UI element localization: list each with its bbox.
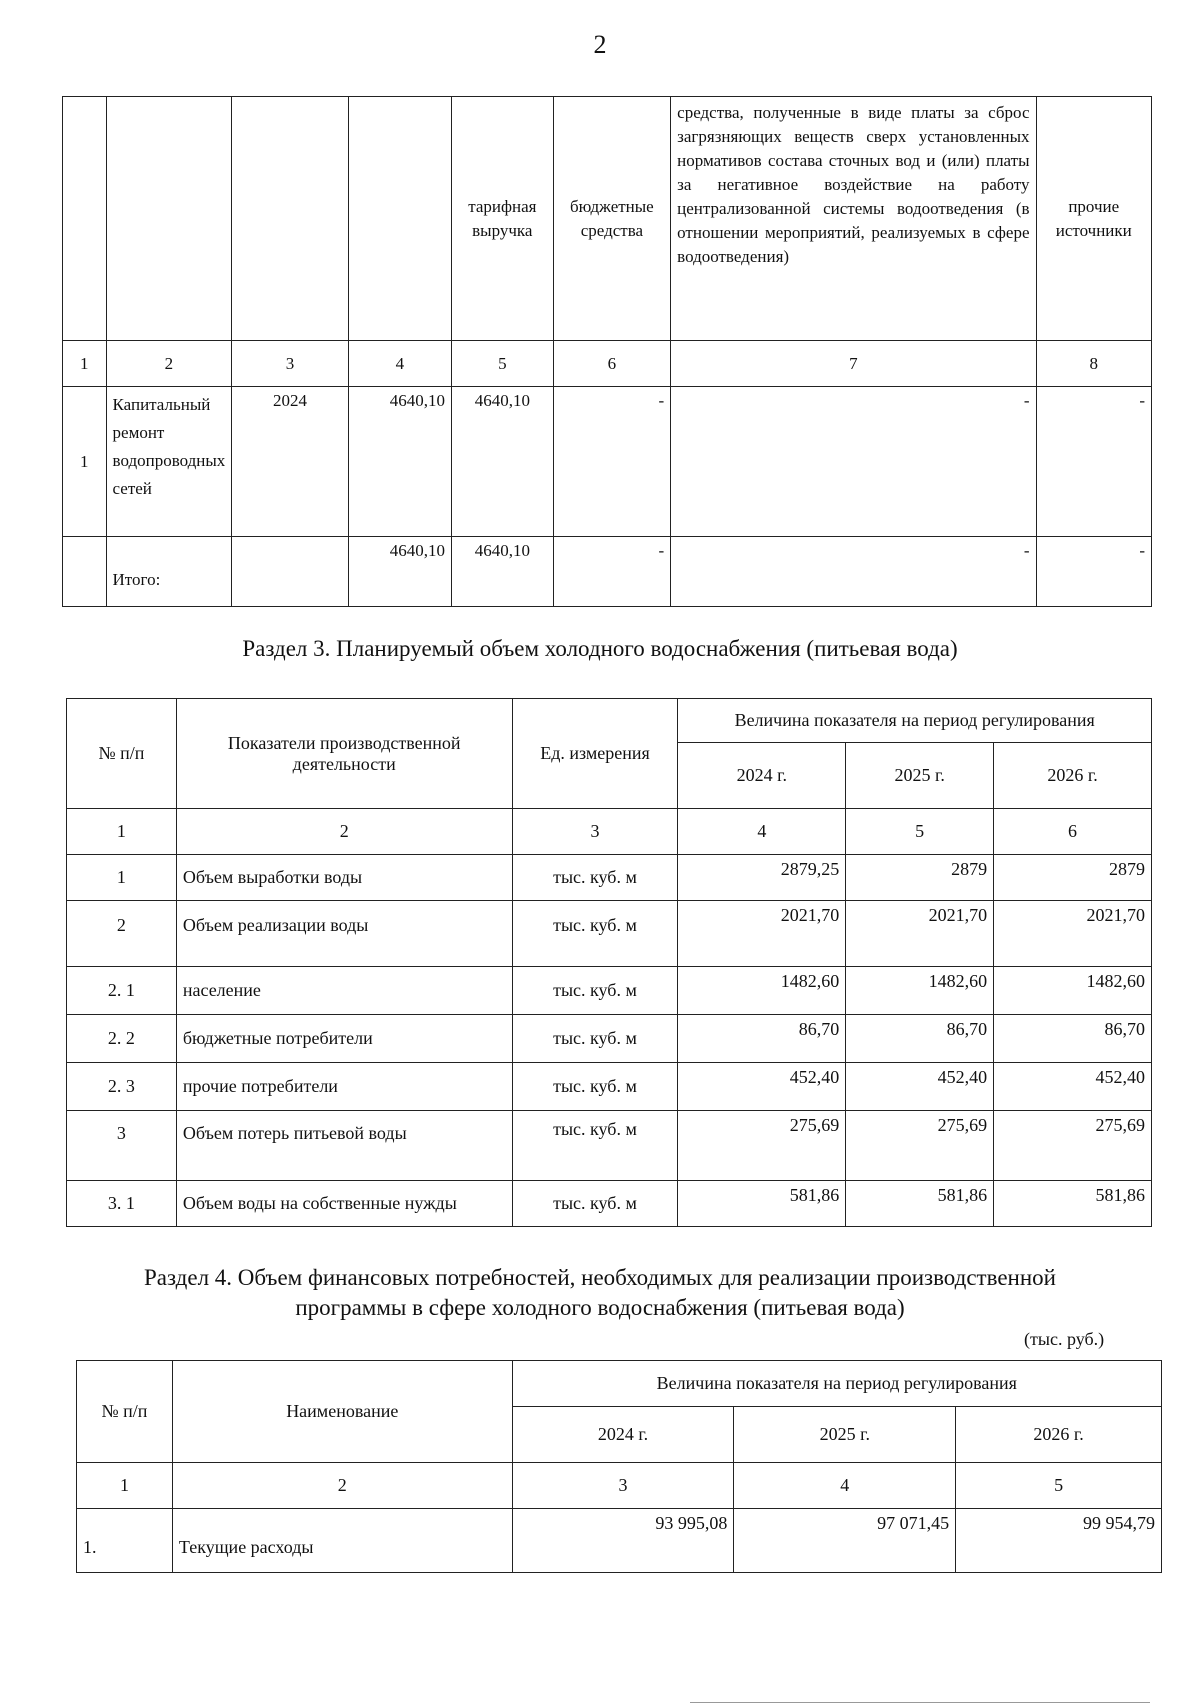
table-row [67, 1063, 1152, 1111]
col-number: 2 [106, 341, 232, 387]
col-number: 7 [671, 341, 1036, 387]
section-4-title [0, 1263, 1200, 1323]
col-number: 1 [63, 341, 107, 387]
row-value-2025: 2879 [846, 855, 994, 901]
header-year-2026: 2026 г. [956, 1407, 1162, 1463]
header-year-2024: 2024 г. [678, 743, 846, 809]
header-fees: средства, полученные в виде платы за сброс загрязняющих веществ сверх установленных нормативов состава сточных вод и (или) платы за негативное воздействие на работу централизованной системы водоотведения (в отношении мероприятий, реализуемых в сфере водоотведения) [671, 97, 1036, 341]
row-value-2025: 86,70 [846, 1015, 994, 1063]
column-numbers-row [67, 809, 1152, 855]
col-number: 1 [77, 1463, 173, 1509]
row-value-2026: 99 954,79 [956, 1509, 1162, 1573]
row-value-2024: 581,86 [678, 1181, 846, 1227]
col-number: 4 [348, 341, 451, 387]
row-budget: - [553, 537, 671, 607]
bottom-rule [690, 1702, 1150, 1703]
col-number: 5 [846, 809, 994, 855]
header-year-2024: 2024 г. [512, 1407, 734, 1463]
header-unit: Ед. измерения [512, 699, 678, 809]
column-numbers-row [63, 341, 1152, 387]
col-number: 6 [994, 809, 1152, 855]
row-unit: тыс. куб. м [512, 901, 678, 967]
col-number: 2 [176, 809, 512, 855]
row-value-2026: 452,40 [994, 1063, 1152, 1111]
row-value-2025: 581,86 [846, 1181, 994, 1227]
row-value-2026: 581,86 [994, 1181, 1152, 1227]
row-fees: - [671, 387, 1036, 537]
row-value-2025: 2021,70 [846, 901, 994, 967]
header-year-2025: 2025 г. [846, 743, 994, 809]
col-number: 2 [172, 1463, 512, 1509]
row-year [232, 537, 349, 607]
row-value-2024: 2021,70 [678, 901, 846, 967]
table-row [67, 1111, 1152, 1181]
header-tariff-revenue: тарифная выручка [452, 97, 554, 341]
row-number: 1. [77, 1509, 173, 1573]
row-name: Текущие расходы [172, 1509, 512, 1573]
row-number: 1 [63, 387, 107, 537]
row-value-2024: 452,40 [678, 1063, 846, 1111]
row-number: 2. 1 [67, 967, 177, 1015]
row-number: 2. 3 [67, 1063, 177, 1111]
table-row [67, 1015, 1152, 1063]
row-unit: тыс. куб. м [512, 1111, 678, 1181]
financial-needs-table [76, 1360, 1162, 1573]
row-other: - [1036, 537, 1151, 607]
row-value-2026: 86,70 [994, 1015, 1152, 1063]
table-row [67, 855, 1152, 901]
table-row [63, 387, 1152, 537]
col-number: 6 [553, 341, 671, 387]
row-unit: тыс. куб. м [512, 1015, 678, 1063]
row-number: 2 [67, 901, 177, 967]
row-unit: тыс. куб. м [512, 967, 678, 1015]
row-value-2024: 86,70 [678, 1015, 846, 1063]
row-total: 4640,10 [348, 387, 451, 537]
col-number: 8 [1036, 341, 1151, 387]
row-name: Объем воды на собственные нужды [176, 1181, 512, 1227]
header-number: № п/п [77, 1361, 173, 1463]
water-volume-table [66, 698, 1152, 1227]
row-number: 2. 2 [67, 1015, 177, 1063]
row-value-2026: 2879 [994, 855, 1152, 901]
col-number: 4 [734, 1463, 956, 1509]
row-value-2024: 275,69 [678, 1111, 846, 1181]
unit-note: (тыс. руб.) [1024, 1329, 1105, 1349]
section-4-title-line2: программы в сфере холодного водоснабжения (питьевая вода) [295, 1295, 905, 1320]
table-row [67, 1181, 1152, 1227]
row-number [63, 537, 107, 607]
row-value-2026: 1482,60 [994, 967, 1152, 1015]
header-period: Величина показателя на период регулирования [678, 699, 1152, 743]
header-name: Наименование [172, 1361, 512, 1463]
row-tariff: 4640,10 [452, 537, 554, 607]
row-name: население [176, 967, 512, 1015]
header-indicator: Показатели производственной деятельности [176, 699, 512, 809]
row-name: Итого: [106, 537, 232, 607]
column-numbers-row [77, 1463, 1162, 1509]
section-4-title-line1: Раздел 4. Объем финансовых потребностей, необходимых для реализации производственной [144, 1265, 1056, 1290]
row-other: - [1036, 387, 1151, 537]
row-name: Объем выработки воды [176, 855, 512, 901]
row-year: 2024 [232, 387, 349, 537]
table-header-row [77, 1361, 1162, 1407]
header-period: Величина показателя на период регулирования [512, 1361, 1161, 1407]
col-number: 3 [512, 1463, 734, 1509]
row-unit: тыс. куб. м [512, 855, 678, 901]
row-value-2025: 97 071,45 [734, 1509, 956, 1573]
col-number: 5 [452, 341, 554, 387]
row-name: Объем реализации воды [176, 901, 512, 967]
row-fees: - [671, 537, 1036, 607]
row-name: Объем потерь питьевой воды [176, 1111, 512, 1181]
row-number: 1 [67, 855, 177, 901]
header-other-sources: прочие источники [1036, 97, 1151, 341]
section-3-title: Раздел 3. Планируемый объем холодного водоснабжения (питьевая вода) [242, 636, 958, 661]
table-row [67, 967, 1152, 1015]
row-name: Капитальный ремонт водопроводных сетей [106, 387, 232, 537]
col-number: 5 [956, 1463, 1162, 1509]
total-row [63, 537, 1152, 607]
row-value-2024: 2879,25 [678, 855, 846, 901]
table-row [77, 1509, 1162, 1573]
table-header-row [63, 97, 1152, 341]
row-unit: тыс. куб. м [512, 1063, 678, 1111]
row-value-2025: 275,69 [846, 1111, 994, 1181]
investment-table [62, 96, 1152, 607]
table-header-row [67, 699, 1152, 743]
row-name: прочие потребители [176, 1063, 512, 1111]
col-number: 4 [678, 809, 846, 855]
row-value-2026: 275,69 [994, 1111, 1152, 1181]
row-name: бюджетные потребители [176, 1015, 512, 1063]
row-budget: - [553, 387, 671, 537]
col-number: 3 [232, 341, 349, 387]
table-row [67, 901, 1152, 967]
row-number: 3. 1 [67, 1181, 177, 1227]
row-total: 4640,10 [348, 537, 451, 607]
row-unit: тыс. куб. м [512, 1181, 678, 1227]
row-value-2024: 1482,60 [678, 967, 846, 1015]
row-value-2026: 2021,70 [994, 901, 1152, 967]
row-number: 3 [67, 1111, 177, 1181]
header-budget-funds: бюджетные средства [553, 97, 671, 341]
row-value-2025: 452,40 [846, 1063, 994, 1111]
row-value-2024: 93 995,08 [512, 1509, 734, 1573]
col-number: 3 [512, 809, 678, 855]
header-year-2025: 2025 г. [734, 1407, 956, 1463]
row-tariff: 4640,10 [452, 387, 554, 537]
header-number: № п/п [67, 699, 177, 809]
page-number: 2 [593, 30, 607, 59]
col-number: 1 [67, 809, 177, 855]
header-year-2026: 2026 г. [994, 743, 1152, 809]
row-value-2025: 1482,60 [846, 967, 994, 1015]
